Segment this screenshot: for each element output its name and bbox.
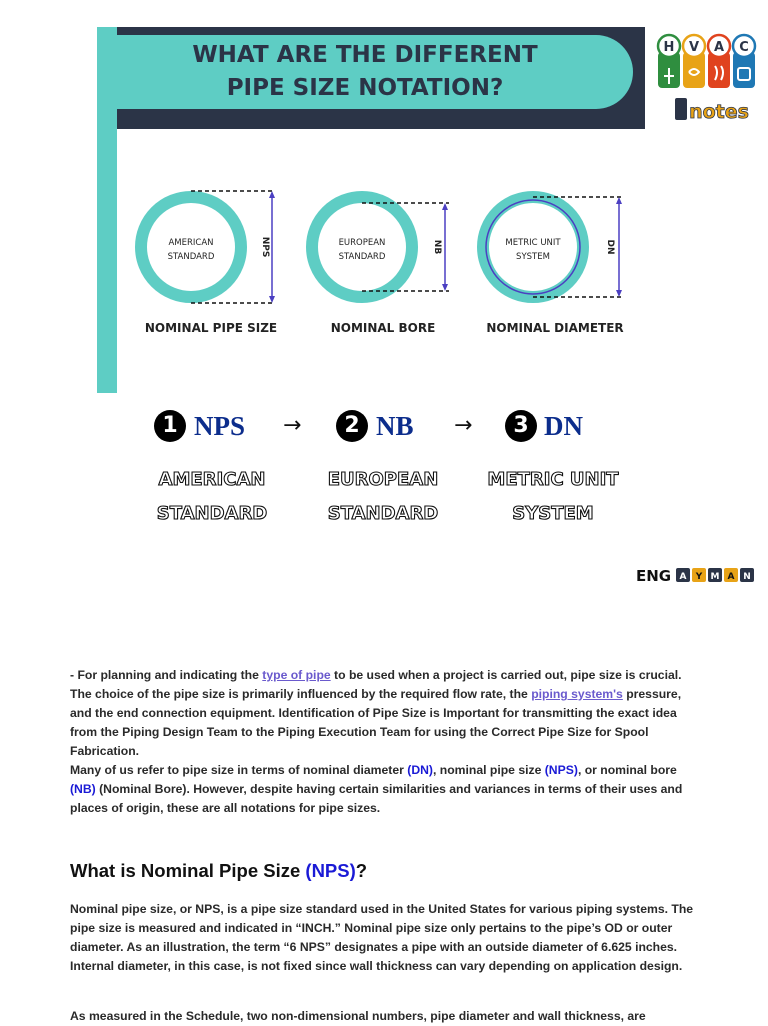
step-2-line-2: STANDARD [327, 503, 439, 524]
ring-dn-inner-2: SYSTEM [516, 252, 550, 262]
type-of-pipe-link[interactable]: type of pipe [262, 668, 331, 682]
caption-nominal-pipe-size: NOMINAL PIPE SIZE [144, 321, 278, 335]
ring-nps-dim-label: NPS [260, 236, 270, 258]
step-3-code: DN [544, 411, 583, 441]
arrow-right-icon: → [283, 413, 302, 438]
ring-dn-inner-1: METRIC UNIT [505, 238, 561, 248]
step-1-code: NPS [194, 411, 246, 441]
caption-nominal-diameter: NOMINAL DIAMETER [486, 321, 624, 335]
eng-ayman-letter: N [743, 572, 751, 582]
hvac-letter-h: H [663, 40, 675, 55]
ring-nps-inner-1: AMERICAN [168, 238, 214, 248]
notation-text-d: (Nominal Bore). However, despite having certain similarities and variances in terms of their uses and places of origin, these are all notations for pipe sizes. [70, 782, 683, 815]
dn-highlight: (DN) [407, 763, 433, 777]
eng-ayman-letter: A [679, 572, 687, 582]
arrow-right-icon: → [454, 413, 473, 438]
ring-nb-inner-1: EUROPEAN [338, 238, 386, 248]
title-line-2: PIPE SIZE NOTATION? [226, 75, 504, 101]
step-2-line-1: EUROPEAN [327, 469, 439, 490]
ring-nps-arrow-bottom [269, 296, 275, 303]
eng-ayman-letter: A [727, 572, 735, 582]
nps-definition-paragraph: Nominal pipe size, or NPS, is a pipe size standard used in the United States for various piping systems. The pipe size is measured and indicated in “INCH.” Nominal pipe size only pertains to the pipe’s OD or outer diameter. As an illustration, the term “6 NPS” designates a pipe with an outside diameter of 6.625 inches. Internal diameter, in this case, is not fixed since wall thickness can vary depending on application design. [70, 902, 694, 973]
nb-highlight: (NB) [70, 782, 96, 796]
ring-nps-inner-2: STANDARD [167, 252, 215, 262]
eng-ayman-logo [636, 566, 754, 584]
step-3-description [478, 463, 628, 531]
heading-text-b: ? [355, 860, 368, 881]
schedule-paragraph: As measured in the Schedule, two non-dimensional numbers, pipe diameter and wall thickness, are [70, 1009, 646, 1023]
caption-nominal-bore: NOMINAL BORE [330, 321, 436, 335]
step-1-line-2: STANDARD [156, 503, 268, 524]
eng-ayman-letter: M [710, 572, 720, 582]
hvac-letter-v: V [688, 40, 700, 55]
notes-wordmark [675, 98, 749, 123]
notation-text-c: , or nominal bore [577, 763, 677, 777]
ring-diagram [117, 137, 645, 387]
step-2-description [311, 463, 455, 531]
step-3-line-2: SYSTEM [512, 503, 594, 524]
ring-nb-inner-2: STANDARD [338, 252, 386, 262]
intro-paragraph [70, 666, 698, 818]
ring-nps-arrow-top [269, 191, 275, 198]
ring-dn-arrow-top [616, 197, 622, 204]
nps-highlight: (NPS) [544, 763, 578, 777]
ring-dn [483, 197, 623, 297]
title-line-1: WHAT ARE THE DIFFERENT [192, 42, 538, 68]
step-3-badge: 3 [505, 410, 537, 442]
intro-text-b: to be used when a project is carried out, pipe size is crucial. The choice of the pipe size is primarily influenced by the required flow rate, the [70, 668, 682, 701]
pipe-size-infographic [97, 27, 645, 393]
hvac-letter-a: A [713, 40, 725, 55]
nps-section-heading [70, 859, 698, 883]
heading-text-a: What is Nominal Pipe Size [70, 860, 306, 881]
step-3-line-1: METRIC UNIT [487, 469, 619, 490]
intro-text-a: - For planning and indicating the [70, 668, 263, 682]
heading-nps-highlight: (NPS) [305, 860, 356, 881]
step-1-description [140, 463, 284, 531]
notes-book-icon [675, 98, 687, 120]
step-2-code: NB [376, 411, 414, 441]
hvac-letter-c: C [739, 40, 749, 55]
eng-ayman-letter: Y [695, 572, 703, 582]
ring-dn-arrow-bottom [616, 290, 622, 297]
eng-ayman-prefix: ENG [636, 567, 672, 584]
notation-text-a: Many of us refer to pipe size in terms of nominal diameter [70, 763, 408, 777]
ring-nb-arrow-top [442, 203, 448, 210]
step-1-badge: 1 [154, 410, 186, 442]
ring-nb-dim-label: NB [432, 239, 442, 255]
hvac-notes-logo [655, 32, 761, 124]
step-2-badge: 2 [336, 410, 368, 442]
hvac-logo-tiles [658, 35, 755, 88]
ring-nps [141, 191, 275, 303]
step-1-line-1: AMERICAN [158, 469, 266, 490]
notation-text-b: , nominal pipe size [433, 763, 545, 777]
ring-nb [312, 197, 449, 297]
intro-text-c: pressure, and the end connection equipment. Identification of Pipe Size is Important for transmitting the exact idea from the Piping Design Team to the Piping Execution Team for using the Correct Pipe Size for Spool Fabrication. [70, 687, 682, 758]
infographic-title [97, 39, 633, 105]
notes-text: notes [689, 101, 749, 123]
piping-systems-link[interactable]: piping system's [531, 687, 623, 701]
ring-nb-arrow-bottom [442, 284, 448, 291]
ring-dn-dim-label: DN [605, 239, 615, 255]
